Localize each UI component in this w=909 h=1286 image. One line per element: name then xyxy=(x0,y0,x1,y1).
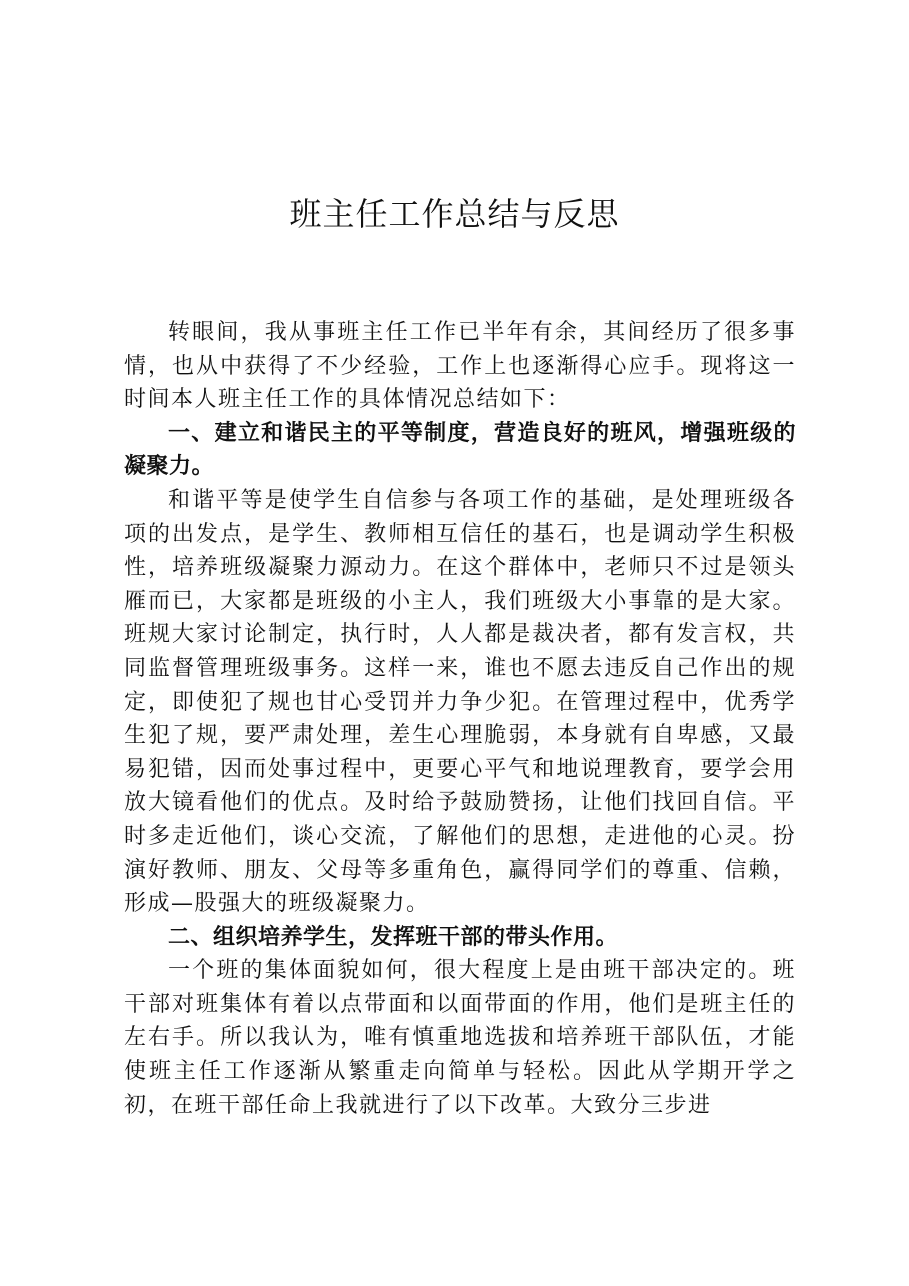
section-1-heading: 一、建立和谐民主的平等制度，营造良好的班风，增强班级的凝聚力。 xyxy=(124,420,796,480)
section-2-paragraph: 一个班的集体面貌如何，很大程度上是由班干部决定的。班干部对班集体有着以点带面和以面带面的作用，他们是班主任的左右手。所以我认为，唯有慎重地选拔和培养班干部队伍，才能使班主任工作逐渐从繁重走向简单与轻松。因此从学期开学之初，在班干部任命上我就进行了以下改革。大致分三步进 xyxy=(124,958,796,1118)
document-body xyxy=(124,316,796,1122)
document-title: 班主任工作总结与反思 xyxy=(289,195,620,233)
section-1-paragraph: 和谐平等是使学生自信参与各项工作的基础，是处理班级各项的出发点，是学生、教师相互信任的基石，也是调动学生积极性，培养班级凝聚力源动力。在这个群体中，老师只不过是领头雁而已，大家都是班级的小主人，我们班级大小事靠的是大家。班规大家讨论制定，执行时，人人都是裁决者，都有发言权，共同监督管理班级事务。这样一来，谁也不愿去违反自己作出的规定，即使犯了规也甘心受罚并力争少犯。在管理过程中，优秀学生犯了规，要严肃处理，差生心理脆弱，本身就有自卑感，又最易犯错，因而处事过程中，更要心平气和地说理教育，要学会用放大镜看他们的优点。及时给予鼓励赞扬，让他们找回自信。平时多走近他们，谈心交流，了解他们的思想，走进他的心灵。扮演好教师、朋友、父母等多重角色，赢得同学们的尊重、信赖，形成—股强大的班级凝聚力。 xyxy=(124,487,796,917)
section-2-heading: 二、组织培养学生，发挥班干部的带头作用。 xyxy=(168,924,619,950)
intro-paragraph: 转眼间，我从事班主任工作已半年有余，其间经历了很多事情，也从中获得了不少经验，工作上也逐渐得心应手。现将这一时间本人班主任工作的具体情况总结如下： xyxy=(124,320,796,413)
